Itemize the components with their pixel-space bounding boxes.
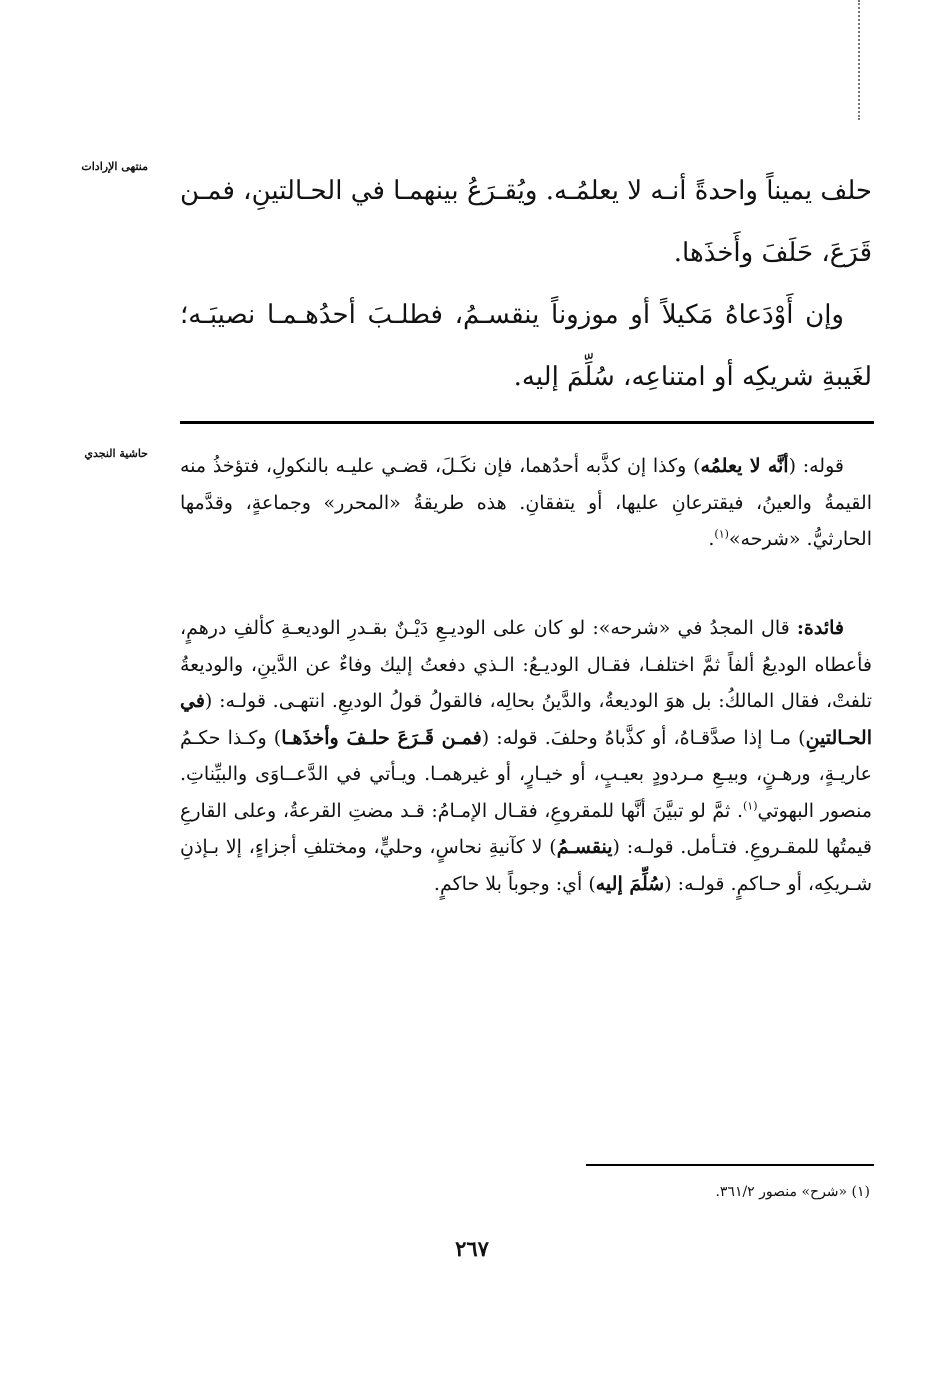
quoted-term: سُلِّمَ إليه <box>595 872 665 895</box>
main-paragraph-2-text: وإن أَوْدَعاهُ مَكيلاً أو موزوناً ينقسـمُ، فطلـبَ أحدُهـمـا نصيبَـه؛ لغَيبةِ شريكِه أو امتناعِه، سُلِّمَ إليه. <box>180 300 872 392</box>
page-number: ٢٦٧ <box>455 1236 489 1261</box>
quoted-term: فمـن قَـرَعَ حلـفَ وأخذَهـا <box>281 726 482 749</box>
gutter-dotted-line <box>858 0 860 120</box>
text-run: ) وكـذا حكـمُ عاريـةٍ، ورهـنٍ، وبيـعِ مـردودٍ بعيـبٍ، أو خيـارٍ، أو غيرهمـا. ويـأتي في الدَّعــاوَى والبيِّناتِ. منصور البهوتي <box>180 726 872 822</box>
text-run: ) مـا إذا صدَّقـاهُ، أو كذَّباهُ وحلفَ. قوله: ( <box>481 726 806 749</box>
main-text <box>180 160 872 410</box>
footnote-marker: (١) <box>743 799 758 813</box>
margin-label-hashiya: حاشية النجدي <box>84 447 148 460</box>
footnote: (١) «شرح» منصور ٣٦١/٢. <box>715 1184 870 1200</box>
quoted-term: أنَّه لا يعلمُه <box>700 455 789 477</box>
commentary-paragraph-1 <box>180 448 872 558</box>
text-run: . ثمَّ لو تبيَّنَ أنَّها للمقروعِ، فقـال الإمـامُ: قـد مضتِ القرعةُ، وعلى القارعِ قيمتُها للمقـروعِ. فتـأمل. قولـه: ( <box>180 799 872 858</box>
main-paragraph-2 <box>180 284 872 408</box>
faida-label: فائدة: <box>796 617 844 639</box>
margin-label-matn: منتهى الإرادات <box>81 160 148 173</box>
text-run: . <box>708 528 715 550</box>
text-run: ) أي: وجوباً بلا حاكمٍ. <box>433 872 596 895</box>
main-paragraph-1: حلف يميناً واحدةً أنـه لا يعلمُـه. ويُقـرَعُ بينهمـا في الحـالتينِ، فمـن قَرَعَ، حَلَفَ وأَخذَها. <box>180 176 872 268</box>
quoted-term: ينقسـمُ <box>556 836 613 858</box>
commentary-paragraph-2 <box>180 610 872 902</box>
text-run: قال المجدُ في «شرحه»: لو كان على الوديـعِ دَيْـنٌ بقـدرِ الوديعـةِ كألفِ درهمٍ، فأعطاه الوديعُ ألفاً ثمَّ اختلفـا، فقـال الوديـعُ: الـذي دفعتُ إليك وفاءٌ عن الدَّينِ، والوديعةُ تلفتْ، فقال المالكُ: بل هوَ الوديعةُ، والدَّينُ بحالِه، فالقولُ قولُ الوديعِ. انتهـى. قولـه: ( <box>180 617 872 712</box>
text-run: ) وكذا إن كذَّبه أحدُهما، فإن نكَـلَ، قضـي عليـه بالنكولِ، فتؤخذُ منه القيمةُ والعينُ، فيقترعانِ عليها، أو يتفقانِ. هذه طريقةُ «المحرر» وجماعةٍ، وقدَّمها الحارثيُّ. «شرحه» <box>180 455 872 550</box>
footnote-divider <box>586 1164 874 1166</box>
text-run: قوله: ( <box>788 455 844 477</box>
quoted-term: في الحـالتينِ <box>180 690 872 749</box>
text-run: ) لا كآنيةِ نحاسٍ، وحليٍّ، ومختلفِ أجزاءٍ، إلا بـإذنِ شـريكِه، أو حـاكمٍ. قولـه: ( <box>180 836 872 895</box>
footnote-marker: (١) <box>714 527 729 541</box>
section-divider <box>180 421 874 424</box>
